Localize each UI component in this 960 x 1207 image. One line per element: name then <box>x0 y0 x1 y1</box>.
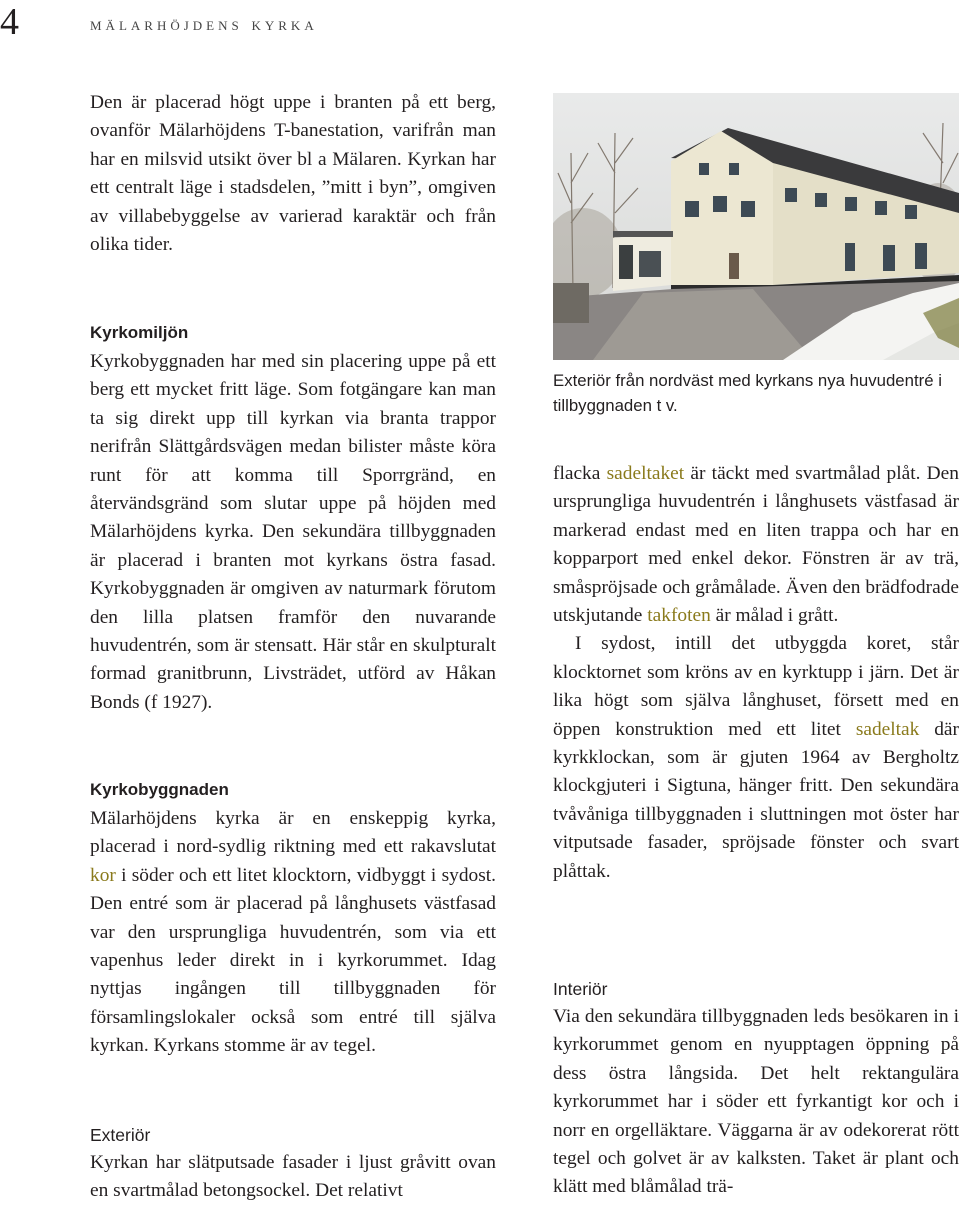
interior-paragraph: Via den sekundära tillbyggnaden leds besökaren in i kyrkorummet genom en nyupptagen öppning på dess östra långsida. Det helt rektangulära kyrkorummet har i söder ett fyrkantigt kor och i norr en orgelläktare. Väggarna är av odekorerat rött tegel och golvet är av kalksten. Taket är plant och klätt med blåmålad trä- <box>553 1006 959 1198</box>
section-kyrkobyggnaden <box>90 779 496 1061</box>
intro-paragraph: Den är placerad högt uppe i branten på ett berg, ovanför Mälarhöjdens T-banestation, varifrån man har en milsvid utsikt över bl a Mälaren. Kyrkan har ett centralt läge i stadsdelen, ”mitt i byn”, omgiven av villabebyggelse av varierad karaktär och från olika tider. <box>90 92 496 256</box>
right-column-text <box>553 460 959 886</box>
section-heading-kyrkobyggnaden: Kyrkobyggnaden <box>90 780 229 799</box>
glossary-link-takfoten[interactable]: takfoten <box>647 605 711 627</box>
exterior-paragraph: Kyrkan har slätputsade fasader i ljust gråvitt ovan en svartmålad betongsockel. Det relativt <box>90 1152 496 1202</box>
exterior-continued-paragraph <box>553 460 959 630</box>
kyrkobyggnaden-paragraph <box>90 805 496 1061</box>
glossary-link-kor[interactable]: kor <box>90 864 116 886</box>
section-interior <box>553 978 959 1202</box>
bell-tower-paragraph <box>553 630 959 886</box>
glossary-link-sadeltaket[interactable]: sadeltaket <box>606 463 685 484</box>
glossary-link-sadeltak[interactable]: sadeltak <box>855 718 920 740</box>
text-run: är målad i grått. <box>710 605 839 627</box>
kyrkomiljon-paragraph: Kyrkobyggnaden har med sin placering uppe på ett berg ett mycket fritt läge. Som fotgängare kan man ta sig direkt upp till kyrkan via branta trappor nerifrån Slättgårdsvägen medan bilister måste köra runt för att komma till Sporrgränd, en återvändsgränd som slutar uppe på höjden med Mälarhöjdens kyrka. Den sekundära tillbyggnaden är placerad i branten mot kyrkans östra fasad. Kyrkobyggnaden är omgiven av naturmark förutom den lilla platsen framför den nuvarande huvudentrén, som är stensatt. Här står en skulpturalt formad granitbrunn, Livsträdet, utförd av Håkan Bonds (f 1927). <box>90 351 496 713</box>
church-exterior-photo <box>553 93 959 360</box>
page-number: 4 <box>0 1 19 43</box>
text-run: där kyrkklockan, som är gjuten 1964 av Bergholtz klockgjuteri i Sigtuna, hänger fritt. Den sekundära tvåvåniga tillbyggnaden i sluttningen mot öster har vitputsade fasader, spröjsade fönster och svart plåttak. <box>553 718 959 882</box>
text-run: flacka <box>553 463 607 484</box>
section-heading-interior: Interiör <box>553 979 608 999</box>
photo-caption: Exteriör från nordväst med kyrkans nya huvudentré i tillbyggnaden t v. <box>553 371 942 415</box>
text-run: i söder och ett litet klocktorn, vidbyggt i sydost. Den entré som är placerad på långhusets västfasad var den ursprungliga huvudentrén, som via ett vapenhus leder direkt in i kyrkorummet. Idag nyttjas ingången till tillbyggnaden för församlingslokaler också som entré till själva kyrkan. Kyrkans stomme är av tegel. <box>90 864 496 1057</box>
section-exterior <box>90 1124 496 1206</box>
text-run: I sydost, intill det utbyggda koret, står klocktornet som kröns av en kyrktupp i järn. Det är lika högt som själva långhuset, försett med en öppen konstruktion med ett litet <box>553 633 959 740</box>
running-title: mälarhöjdens kyrka <box>90 14 318 35</box>
section-heading-exterior: Exteriör <box>90 1125 151 1145</box>
intro-paragraph-block <box>90 89 496 259</box>
section-heading-kyrkomiljon: Kyrkomiljön <box>90 323 189 342</box>
text-run: är täckt med svartmålad plåt. Den ursprungliga huvudentrén i långhusets västfasad är markerad endast med en liten trappa och har en kopparport med enkel dekor. Fönstren är av trä, småspröjsade och gråmålade. Även den brädfodrade utskjutande <box>553 463 959 627</box>
text-run: Mälarhöjdens kyrka är en enskeppig kyrka, placerad i nord-sydlig riktning med ett rakavslutat <box>90 808 496 858</box>
section-kyrkomiljon <box>90 322 496 717</box>
